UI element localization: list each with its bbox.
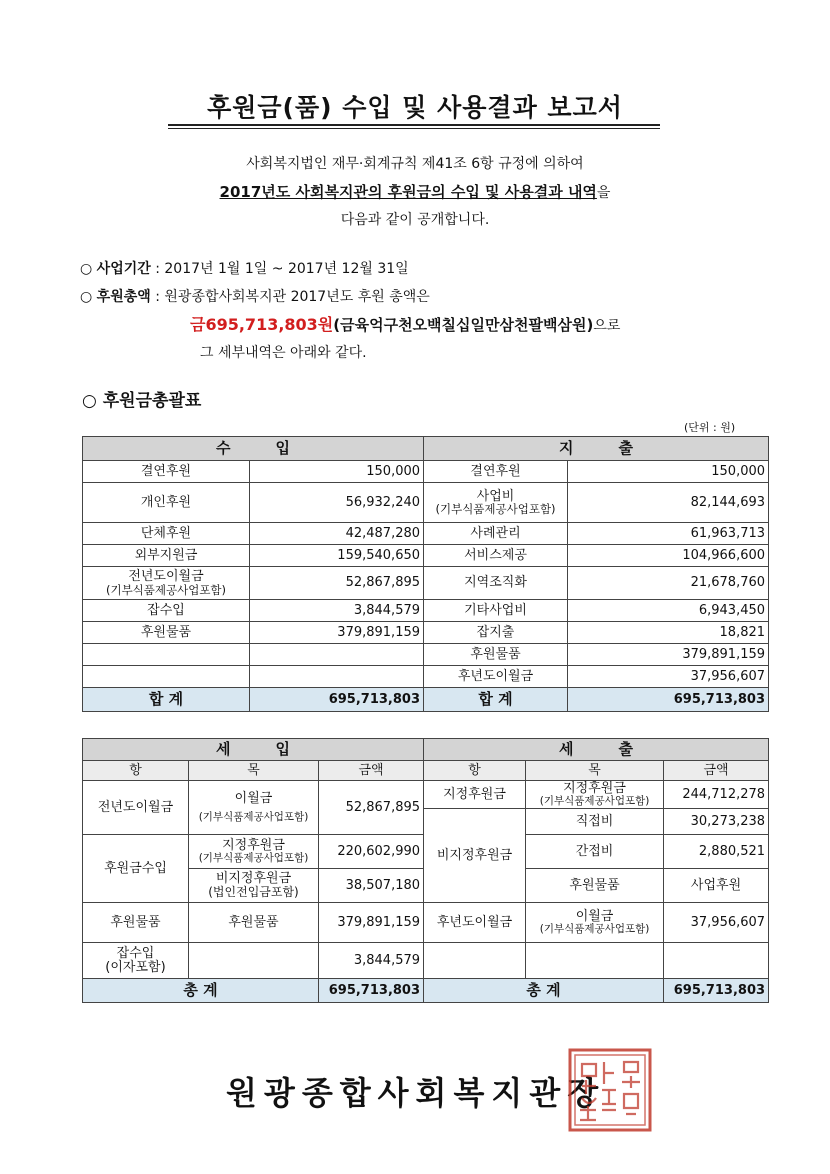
income-value: 56,932,240	[250, 483, 424, 523]
income-mok-name: 이월금	[234, 791, 273, 807]
summary-expense-header: 지 출	[424, 437, 769, 461]
expense-hang: 후년도이월금	[424, 903, 526, 943]
expense-amount: 37,956,607	[664, 903, 769, 943]
total-row	[83, 688, 769, 712]
intro-line-2-bold: 2017년도 사회복지관의 후원금의 수입 및 사용결과 내역	[219, 183, 597, 201]
income-mok	[189, 781, 319, 835]
expense-item-name: 사업비	[476, 488, 515, 504]
expense-value: 18,821	[568, 622, 769, 644]
expense-mok	[526, 903, 664, 943]
table-row	[83, 622, 769, 644]
income-amount: 3,844,579	[319, 943, 424, 979]
income-value	[250, 644, 424, 666]
income-hang: 후원금수입	[83, 835, 189, 903]
expense-item	[424, 483, 568, 523]
expense-value: 104,966,600	[568, 545, 769, 567]
official-seal-icon	[566, 1046, 654, 1134]
income-value: 379,891,159	[250, 622, 424, 644]
income-amount: 220,602,990	[319, 835, 424, 869]
expense-hang: 비지정후원금	[424, 809, 526, 903]
expense-item: 지역조직화	[424, 567, 568, 600]
expense-item-note: (기부식품제공사업포함)	[435, 502, 556, 517]
income-mok-note: (기부식품제공사업포함)	[198, 851, 309, 864]
detail-note: 그 세부내역은 아래와 같다.	[200, 345, 367, 361]
table-row	[83, 600, 769, 622]
income-mok-name: 지정후원금	[222, 838, 285, 854]
income-value: 42,487,280	[250, 523, 424, 545]
expense-item: 기타사업비	[424, 600, 568, 622]
expense-amount: 244,712,278	[664, 781, 769, 809]
income-item	[83, 644, 250, 666]
expense-total-label: 총 계	[424, 979, 664, 1003]
page-title: 후원금(품) 수입 및 사용결과 보고서	[207, 93, 623, 122]
expense-value: 37,956,607	[568, 666, 769, 688]
expense-amount-empty	[664, 943, 769, 979]
expense-hang: 지정후원금	[424, 781, 526, 809]
table-row	[83, 644, 769, 666]
income-value: 52,867,895	[250, 567, 424, 600]
expense-item: 후원물품	[424, 644, 568, 666]
expense-mok-name: 이월금	[575, 909, 614, 925]
col-amount: 금액	[319, 761, 424, 781]
intro-line-1: 사회복지법인 재무·회계규칙 제41조 6항 규정에 의하여	[246, 156, 584, 172]
title-underline-thin	[168, 128, 660, 129]
income-value: 150,000	[250, 461, 424, 483]
income-item-note: (기부식품제공사업포함)	[105, 582, 227, 597]
expense-value: 379,891,159	[568, 644, 769, 666]
expense-value: 150,000	[568, 461, 769, 483]
summary-income-header: 수 입	[83, 437, 424, 461]
expense-value: 6,943,450	[568, 600, 769, 622]
col-mok: 목	[526, 761, 664, 781]
total-amount-suffix: 으로	[593, 318, 621, 334]
intro-line-2-suffix: 을	[596, 185, 611, 201]
expense-item: 잡지출	[424, 622, 568, 644]
expense-mok	[526, 781, 664, 809]
income-mok-name: 비지정후원금	[215, 871, 292, 887]
section-title: ○ 후원금총괄표	[82, 391, 202, 411]
income-item: 개인후원	[83, 483, 250, 523]
income-hang: 후원물품	[83, 903, 189, 943]
income-value: 159,540,650	[250, 545, 424, 567]
income-hang	[83, 943, 189, 979]
income-item: 단체후원	[83, 523, 250, 545]
income-value	[250, 666, 424, 688]
income-amount: 379,891,159	[319, 903, 424, 943]
income-item: 외부지원금	[83, 545, 250, 567]
expense-item: 사례관리	[424, 523, 568, 545]
total-donation-bullet: ○	[80, 289, 93, 305]
col-mok: 목	[189, 761, 319, 781]
income-item: 결연후원	[83, 461, 250, 483]
income-mok-note: (기부식품제공사업포함)	[198, 810, 309, 823]
expense-mok: 간접비	[526, 835, 664, 869]
income-item: 잡수입	[83, 600, 250, 622]
period-bullet: ○	[80, 261, 93, 277]
income-hang-note: (이자포함)	[105, 959, 166, 975]
table-row	[83, 483, 769, 523]
expense-mok-note: (기부식품제공사업포함)	[539, 922, 650, 935]
expense-item: 결연후원	[424, 461, 568, 483]
expense-amount: 30,273,238	[664, 809, 769, 835]
expense-mok-note: (기부식품제공사업포함)	[539, 794, 650, 807]
income-total-label: 총 계	[83, 979, 319, 1003]
income-mok: 후원물품	[189, 903, 319, 943]
expense-mok: 사업후원	[664, 869, 769, 903]
signature-name: 원광종합사회복지관장	[226, 1074, 606, 1112]
income-item	[83, 567, 250, 600]
income-amount: 52,867,895	[319, 781, 424, 835]
total-row	[83, 979, 769, 1003]
total-donation-line	[80, 286, 430, 306]
income-hang: 전년도이월금	[83, 781, 189, 835]
total-amount-line	[190, 312, 620, 335]
expense-mok-name: 지정후원금	[563, 781, 626, 797]
income-total-value: 695,713,803	[319, 979, 424, 1003]
table-row	[83, 523, 769, 545]
col-amount: 금액	[664, 761, 769, 781]
income-amount: 38,507,180	[319, 869, 424, 903]
detail-expense-header: 세 출	[424, 739, 769, 761]
income-item-name: 전년도이월금	[128, 569, 204, 585]
intro-line-2	[0, 181, 830, 202]
expense-total-value: 695,713,803	[664, 979, 769, 1003]
table-row	[83, 545, 769, 567]
summary-table	[82, 436, 769, 712]
unit-label: (단위 : 원)	[684, 421, 736, 434]
total-donation-label: 후원총액	[96, 289, 151, 305]
expense-item: 후년도이월금	[424, 666, 568, 688]
col-hang: 항	[424, 761, 526, 781]
total-amount: 금695,713,803원	[190, 315, 334, 334]
period-value: : 2017년 1월 1일 ~ 2017년 12월 31일	[155, 261, 409, 277]
col-hang: 항	[83, 761, 189, 781]
period-label: 사업기간	[96, 261, 151, 277]
detail-income-header: 세 입	[83, 739, 424, 761]
table-row	[83, 666, 769, 688]
expense-hang-empty	[424, 943, 526, 979]
income-item	[83, 666, 250, 688]
expense-amount: 2,880,521	[664, 835, 769, 869]
expense-value: 82,144,693	[568, 483, 769, 523]
expense-mok-empty	[526, 943, 664, 979]
income-mok-note: (법인전입금포함)	[208, 885, 299, 900]
income-mok-empty	[189, 943, 319, 979]
income-total-value: 695,713,803	[250, 688, 424, 712]
total-amount-hangul: (금육억구천오백칠십일만삼천팔백삼원)	[333, 316, 594, 334]
expense-value: 21,678,760	[568, 567, 769, 600]
detail-table	[82, 738, 769, 1003]
table-row	[83, 567, 769, 600]
period-line	[80, 258, 409, 278]
expense-total-value: 695,713,803	[568, 688, 769, 712]
expense-item: 서비스제공	[424, 545, 568, 567]
income-mok	[189, 869, 319, 903]
intro-line-3: 다음과 같이 공개합니다.	[340, 212, 490, 228]
total-donation-value: : 원광종합사회복지관 2017년도 후원 총액은	[155, 289, 430, 305]
income-mok	[189, 835, 319, 869]
table-row	[83, 461, 769, 483]
expense-hang: 후원물품	[526, 869, 664, 903]
income-item: 후원물품	[83, 622, 250, 644]
expense-value: 61,963,713	[568, 523, 769, 545]
income-value: 3,844,579	[250, 600, 424, 622]
title-underline	[168, 124, 660, 126]
income-hang-name: 잡수입	[116, 945, 155, 961]
expense-mok: 직접비	[526, 809, 664, 835]
income-total-label: 합 계	[83, 688, 250, 712]
expense-total-label: 합 계	[424, 688, 568, 712]
